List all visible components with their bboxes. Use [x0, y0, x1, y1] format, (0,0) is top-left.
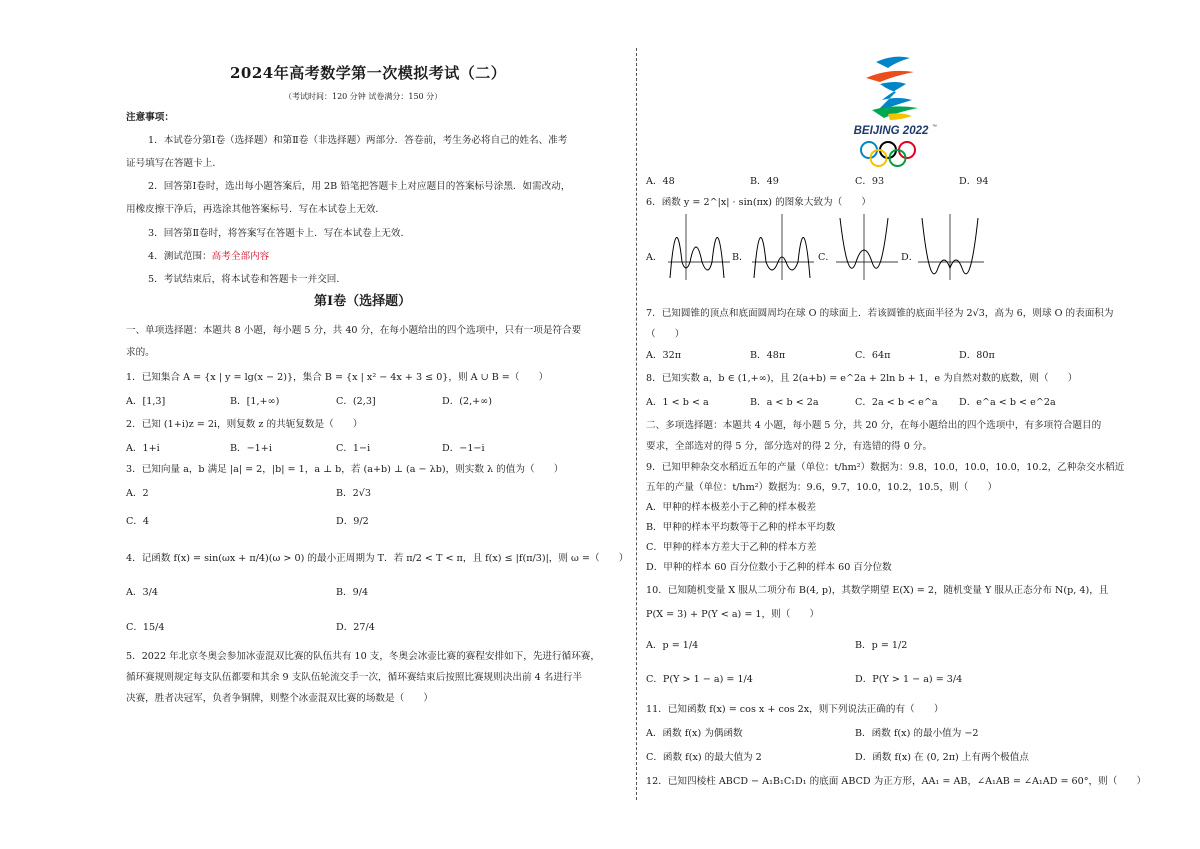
column-divider [636, 48, 637, 800]
q1-option-d: D．(2,+∞) [442, 396, 492, 407]
exam-info: （考试时间：120 分钟 试卷满分：150 分） [284, 92, 443, 101]
q5-option-b: B．49 [750, 176, 779, 187]
q10-option-a: A．p = 1/4 [646, 640, 699, 651]
q11-option-b: B．函数 f(x) 的最小值为 −2 [855, 728, 979, 739]
q6-option-b: B． [732, 252, 749, 263]
q3-option-a: A．2 [126, 488, 149, 499]
q7-stem: 7．已知圆锥的顶点和底面圆周均在球 O 的球面上．若该圆锥的底面半径为 2√3，高为 6，则球 O 的表面积为 [646, 308, 1114, 319]
q2-option-a: A．1+i [126, 443, 160, 454]
q4-stem: 4．记函数 f(x) = sin(ωx + π/4)(ω > 0) 的最小正周期为 T．若 π/2 < T < π，且 f(x) ≤ |f(π/3)|，则 ω =（ ） [126, 553, 629, 564]
q6-graph-d [916, 212, 986, 282]
note-4 [148, 251, 269, 263]
q3-option-d: D．9/2 [336, 516, 369, 527]
q12-stem: 12．已知四棱柱 ABCD − A₁B₁C₁D₁ 的底面 ABCD 为正方形，AA₁ = AB，∠A₁AB = ∠A₁AD = 60°，则（ ） [646, 776, 1147, 787]
q6-graph-a [666, 212, 732, 282]
q9-line-2: 五年的产量（单位：t/hm²）数据为：9.6，9.7，10.0，10.2，10.5，则（ ） [646, 482, 998, 493]
q4-option-a: A．3/4 [126, 587, 158, 598]
q7-option-b: B．48π [750, 350, 786, 361]
beijing-2022-logo [836, 50, 946, 168]
q10-option-c: C．P(Y > 1 − a) = 1/4 [646, 674, 753, 685]
q1-option-b: B．[1,+∞) [230, 396, 280, 407]
q5-line-3: 决赛，胜者决冠军，负者争铜牌，则整个冰壶混双比赛的场数是（ ） [126, 693, 433, 704]
q11-stem: 11．已知函数 f(x) = cos x + cos 2x，则下列说法正确的有（ ） [646, 704, 944, 715]
q5-line-2: 循环赛规则规定每支队伍都要和其余 9 支队伍轮流交手一次，循环赛结束后按照比赛规则决出前 4 名进行半 [126, 672, 583, 683]
q3-option-b: B．2√3 [336, 488, 371, 499]
q6-graph-b [750, 212, 816, 282]
note-3: 3．回答第Ⅱ卷时，将答案写在答题卡上．写在本试卷上无效． [148, 228, 411, 239]
q9-option-b: B．甲种的样本平均数等于乙种的样本平均数 [646, 522, 836, 533]
logo-tm: ™ [932, 124, 937, 130]
section-2-intro-a: 二、多项选择题：本题共 4 小题，每小题 5 分，共 20 分，在每小题给出的四个选项中，有多项符合题目的 [646, 420, 1102, 431]
page-title: 2024年高考数学第一次模拟考试（二） [230, 64, 507, 82]
q5-option-d: D．94 [959, 176, 989, 187]
q11-option-d: D．函数 f(x) 在 (0, 2π) 上有两个极值点 [855, 752, 1029, 763]
note-2a: 2．回答第Ⅰ卷时，选出每小题答案后，用 2B 铅笔把答题卡上对应题目的答案标号涂黑．如需改动， [148, 181, 571, 192]
beijing-2022-emblem-icon [836, 50, 946, 168]
q10-option-d: D．P(Y > 1 − a) = 3/4 [855, 674, 963, 685]
q3-stem: 3．已知向量 a，b 满足 |a| = 2，|b| = 1，a ⊥ b，若 (a+b) ⊥ (a − λb)，则实数 λ 的值为（ ） [126, 464, 564, 475]
q1-option-c: C．(2,3] [336, 396, 376, 407]
q8-option-b: B．a < b < 2a [750, 397, 819, 408]
q1-option-a: A．[1,3] [126, 396, 166, 407]
q3-option-c: C．4 [126, 516, 150, 527]
q5-option-c: C．93 [855, 176, 885, 187]
q2-option-c: C．1−i [336, 443, 371, 454]
q6-option-d: D． [901, 252, 919, 263]
q6-stem: 6．函数 y = 2^|x| · sin(πx) 的图象大致为（ ） [646, 197, 872, 208]
q4-option-b: B．9/4 [336, 587, 369, 598]
q2-option-b: B．−1+i [230, 443, 272, 454]
q5-line-1: 5．2022 年北京冬奥会参加冰壶混双比赛的队伍共有 10 支，冬奥会冰壶比赛的赛程安排如下，先进行循环赛， [126, 651, 600, 662]
section-1-intro-a: 一、单项选择题：本题共 8 小题，每小题 5 分，共 40 分，在每小题给出的四个选项中，只有一项是符合要 [126, 325, 582, 336]
logo-text: BEIJING 2022 [853, 125, 929, 137]
q1-stem: 1．已知集合 A = {x | y = lg(x − 2)}，集合 B = {x | x² − 4x + 3 ≤ 0}，则 A ∪ B =（ ） [126, 372, 549, 383]
note-1b: 证号填写在答题卡上． [126, 158, 222, 169]
q11-option-c: C．函数 f(x) 的最大值为 2 [646, 752, 762, 763]
notes-heading: 注意事项： [126, 112, 174, 123]
q7-option-d: D．80π [959, 350, 995, 361]
q11-option-a: A．函数 f(x) 为偶函数 [646, 728, 743, 739]
q2-stem: 2．已知 (1+i)z = 2i，则复数 z 的共轭复数是（ ） [126, 419, 363, 430]
q9-option-a: A．甲种的样本极差小于乙种的样本极差 [646, 502, 817, 513]
note-2b: 用橡皮擦干净后，再选涂其他答案标号．写在本试卷上无效． [126, 204, 386, 215]
section-1-intro-b: 求的。 [126, 347, 155, 358]
q8-stem: 8．已知实数 a，b ∈ (1,+∞)，且 2(a+b) = e^2a + 2ln b + 1，e 为自然对数的底数，则（ ） [646, 373, 1078, 384]
note-4-prefix: 4．测试范围： [148, 251, 212, 262]
section-2-intro-b: 要求，全部选对的得 5 分，部分选对的得 2 分，有选错的得 0 分。 [646, 441, 933, 452]
q2-option-d: D．−1−i [442, 443, 485, 454]
q4-option-c: C．15/4 [126, 622, 165, 633]
q10-option-b: B．p = 1/2 [855, 640, 908, 651]
note-1a: 1．本试卷分第Ⅰ卷（选择题）和第Ⅱ卷（非选择题）两部分．答卷前，考生务必将自己的姓名、准考 [148, 135, 568, 146]
q8-option-d: D．e^a < b < e^2a [959, 397, 1056, 408]
note-5: 5．考试结束后，将本试卷和答题卡一并交回． [148, 274, 346, 285]
q10-line-2: P(X = 3) + P(Y < a) = 1，则（ ） [646, 609, 820, 620]
q5-option-a: A．48 [646, 176, 675, 187]
q9-option-d: D．甲种的样本 60 百分位数小于乙种的样本 60 百分位数 [646, 562, 892, 573]
q6-option-c: C． [818, 252, 835, 263]
test-scope: 高考全部内容 [211, 251, 270, 262]
q9-line-1: 9．已知甲种杂交水稻近五年的产量（单位：t/hm²）数据为：9.8，10.0，10.0，10.0，10.2，乙种杂交水稻近 [646, 462, 1125, 473]
q8-option-a: A．1 < b < a [646, 397, 709, 408]
q8-option-c: C．2a < b < e^a [855, 397, 938, 408]
q7-option-c: C．64π [855, 350, 891, 361]
q10-line-1: 10．已知随机变量 X 服从二项分布 B(4, p)，其数学期望 E(X) = 2，随机变量 Y 服从正态分布 N(p, 4)，且 [646, 585, 1109, 596]
q9-option-c: C．甲种的样本方差大于乙种的样本方差 [646, 542, 817, 553]
q7-paren: （ ） [646, 329, 685, 340]
section-1-title: 第Ⅰ卷（选择题） [314, 294, 412, 309]
q7-option-a: A．32π [646, 350, 682, 361]
q4-option-d: D．27/4 [336, 622, 375, 633]
q6-graph-c [834, 212, 900, 282]
q6-option-a: A． [646, 252, 663, 263]
